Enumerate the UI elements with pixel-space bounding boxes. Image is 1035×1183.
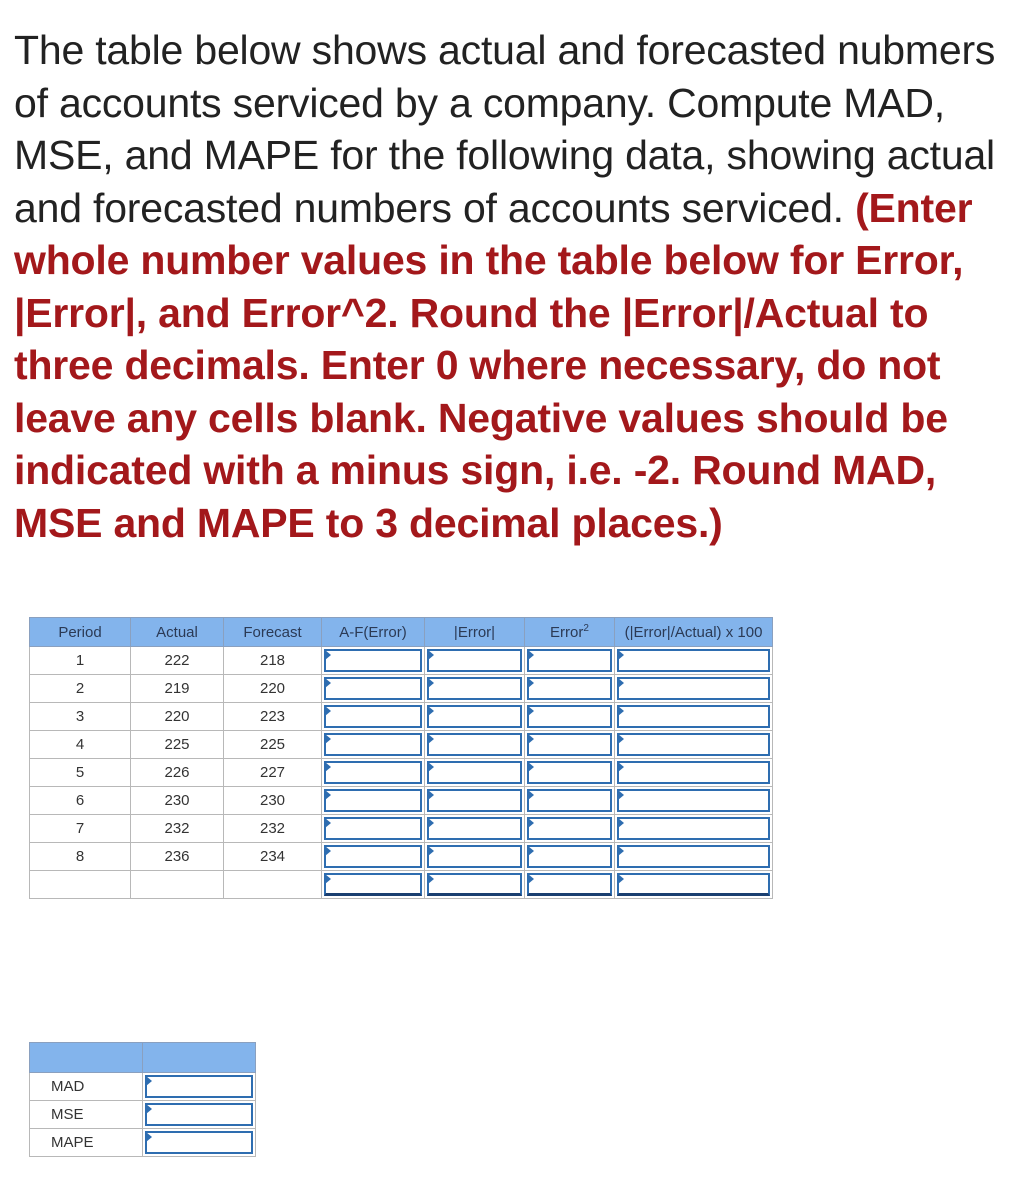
error-squared-input[interactable]: [527, 873, 612, 896]
summary-row-mad: [30, 1073, 256, 1101]
header-period: Period: [30, 618, 131, 647]
cell-period: 5: [30, 759, 131, 787]
cell-actual: [131, 871, 224, 899]
table-row: [30, 647, 773, 675]
cell-period: 2: [30, 675, 131, 703]
cell-forecast: [224, 871, 322, 899]
pct-error-input[interactable]: [617, 761, 770, 784]
pct-error-input[interactable]: [617, 733, 770, 756]
mape-input[interactable]: [145, 1131, 253, 1154]
header-error-squared: [525, 618, 615, 647]
question-intro: The table below shows actual and forecasted nubmers of accounts serviced by a company. Compute MAD, MSE, and MAPE for the following data, showing actual and forecasted numbers of accounts serviced.: [14, 27, 996, 231]
cell-forecast: 223: [224, 703, 322, 731]
summary-row-mape: [30, 1129, 256, 1157]
error-squared-input[interactable]: [527, 761, 612, 784]
table-row: [30, 815, 773, 843]
table-row: [30, 731, 773, 759]
pct-error-input[interactable]: [617, 845, 770, 868]
question-text: [14, 24, 1024, 549]
error-input[interactable]: [324, 789, 422, 812]
header-abs-error: |Error|: [425, 618, 525, 647]
abs-error-input[interactable]: [427, 845, 522, 868]
summary-header-label: [30, 1043, 143, 1073]
header-forecast: Forecast: [224, 618, 322, 647]
cell-forecast: 218: [224, 647, 322, 675]
header-error-squared-exp: 2: [583, 623, 589, 634]
header-pct-error: (|Error|/Actual) x 100: [615, 618, 773, 647]
summary-header-value: [143, 1043, 256, 1073]
error-squared-input[interactable]: [527, 817, 612, 840]
summary-table: [29, 1042, 256, 1157]
pct-error-input[interactable]: [617, 789, 770, 812]
error-input[interactable]: [324, 873, 422, 896]
forecast-error-table: [29, 617, 773, 899]
abs-error-input[interactable]: [427, 649, 522, 672]
error-input[interactable]: [324, 677, 422, 700]
cell-forecast: 220: [224, 675, 322, 703]
pct-error-input[interactable]: [617, 817, 770, 840]
table-row: [30, 787, 773, 815]
summary-row-mse: [30, 1101, 256, 1129]
abs-error-input[interactable]: [427, 761, 522, 784]
table-header-row: [30, 618, 773, 647]
pct-error-input[interactable]: [617, 705, 770, 728]
abs-error-input[interactable]: [427, 873, 522, 896]
table-row: [30, 703, 773, 731]
error-input[interactable]: [324, 733, 422, 756]
header-error: A-F(Error): [322, 618, 425, 647]
question-instructions: (Enter whole number values in the table below for Error, |Error|, and Error^2. Round the |Error|/Actual to three decimals. Enter 0 where necessary, do not leave any cells blank. Negative values should be indicated with a minus sign, i.e. -2. Round MAD, MSE and MAPE to 3 decimal places.): [14, 184, 973, 546]
pct-error-input[interactable]: [617, 649, 770, 672]
mse-label: MSE: [30, 1101, 143, 1129]
error-input[interactable]: [324, 705, 422, 728]
abs-error-input[interactable]: [427, 677, 522, 700]
abs-error-input[interactable]: [427, 789, 522, 812]
cell-period: 1: [30, 647, 131, 675]
mse-input[interactable]: [145, 1103, 253, 1126]
header-actual: Actual: [131, 618, 224, 647]
cell-forecast: 230: [224, 787, 322, 815]
error-squared-input[interactable]: [527, 649, 612, 672]
table-row: [30, 843, 773, 871]
cell-period: 6: [30, 787, 131, 815]
error-input[interactable]: [324, 761, 422, 784]
table-row: [30, 871, 773, 899]
cell-forecast: 232: [224, 815, 322, 843]
cell-actual: 236: [131, 843, 224, 871]
cell-actual: 225: [131, 731, 224, 759]
cell-period: 8: [30, 843, 131, 871]
table-row: [30, 759, 773, 787]
table-row: [30, 675, 773, 703]
mape-label: MAPE: [30, 1129, 143, 1157]
cell-actual: 232: [131, 815, 224, 843]
cell-period: 7: [30, 815, 131, 843]
error-squared-input[interactable]: [527, 845, 612, 868]
error-squared-input[interactable]: [527, 733, 612, 756]
abs-error-input[interactable]: [427, 817, 522, 840]
error-input[interactable]: [324, 817, 422, 840]
mad-label: MAD: [30, 1073, 143, 1101]
cell-forecast: 225: [224, 731, 322, 759]
cell-actual: 220: [131, 703, 224, 731]
error-input[interactable]: [324, 845, 422, 868]
pct-error-input[interactable]: [617, 873, 770, 896]
header-error-squared-base: Error: [550, 624, 584, 641]
cell-actual: 222: [131, 647, 224, 675]
cell-actual: 226: [131, 759, 224, 787]
cell-period: 4: [30, 731, 131, 759]
cell-forecast: 234: [224, 843, 322, 871]
cell-period: 3: [30, 703, 131, 731]
abs-error-input[interactable]: [427, 733, 522, 756]
cell-actual: 230: [131, 787, 224, 815]
pct-error-input[interactable]: [617, 677, 770, 700]
cell-actual: 219: [131, 675, 224, 703]
error-squared-input[interactable]: [527, 789, 612, 812]
error-squared-input[interactable]: [527, 705, 612, 728]
summary-header-row: [30, 1043, 256, 1073]
abs-error-input[interactable]: [427, 705, 522, 728]
cell-period: [30, 871, 131, 899]
mad-input[interactable]: [145, 1075, 253, 1098]
cell-forecast: 227: [224, 759, 322, 787]
error-squared-input[interactable]: [527, 677, 612, 700]
error-input[interactable]: [324, 649, 422, 672]
